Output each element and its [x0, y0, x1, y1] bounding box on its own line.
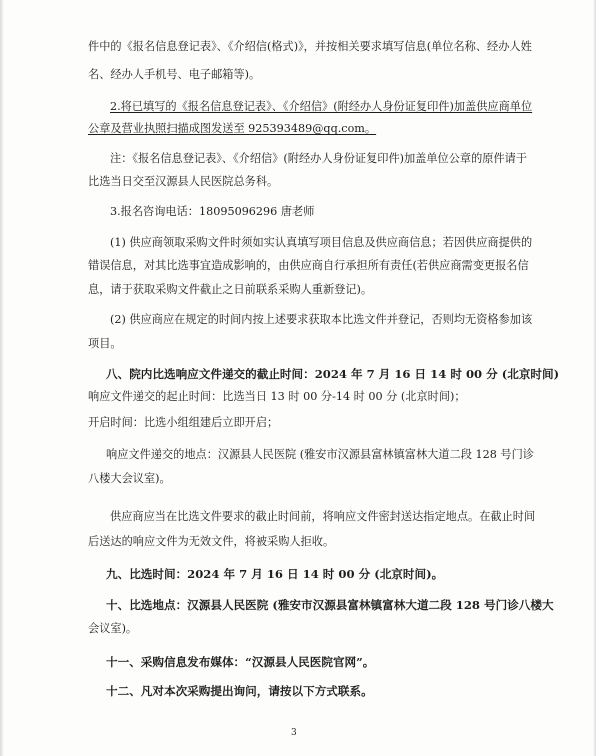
- text-line-17: 八楼大会议室)。: [88, 472, 171, 485]
- text-line-2: 名、经办人手机号、电子邮箱等)。: [88, 68, 261, 81]
- text-line-12: 项目。: [88, 337, 122, 350]
- text-line-8: (1) 供应商领取采购文件时须如实认真填写项目信息及供应商信息；若因供应商提供的: [110, 236, 533, 249]
- section-11-heading: 十一、采购信息发布媒体：“汉源县人民医院官网”。: [106, 655, 375, 669]
- scan-edge-left: [0, 0, 4, 756]
- section-10-heading: 十、比选地点：汉源县人民医院 (雅安市汉源县富林镇富林大道二段 128 号门诊八楼大: [106, 598, 554, 612]
- section-8-heading: 八、院内比选响应文件递交的截止时间：2024 年 7 月 16 日 14 时 00 分 (北京时间): [106, 367, 560, 381]
- page-number: 3: [291, 728, 297, 738]
- section-9-heading: 九、比选时间：2024 年 7 月 16 日 14 时 00 分 (北京时间)。: [106, 567, 444, 581]
- text-line-1: 件中的《报名信息登记表》、《介绍信(格式)》，并按相关要求填写信息(单位名称、经办人姓: [88, 40, 532, 53]
- text-line-11: (2) 供应商应在规定的时间内按上述要求获取本比选文件并登记，否则均无资格参加该: [110, 313, 533, 326]
- text-line-3: 2.将已填写的《报名信息登记表》、《介绍信》(附经办人身份证复印件)加盖供应商单位: [110, 100, 533, 113]
- text-line-18: 供应商应当在比选文件要求的截止时间前，将响应文件密封送达指定地点。在截止时间: [110, 510, 536, 523]
- section-12-heading: 十二、凡对本次采购提出询问，请按以下方式联系。: [106, 684, 373, 698]
- text-line-19: 后送达的响应文件为无效文件，将被采购人拒收。: [88, 535, 335, 548]
- text-line-14: 响应文件递交的起止时间：比选当日 13 时 00 分-14 时 00 分 (北京时间)；: [88, 390, 466, 403]
- text-line-10: 息，请于获取采购文件截止之日前联系采购人重新登记)。: [88, 283, 373, 296]
- text-line-16: 响应文件递交的地点：汉源县人民医院 (雅安市汉源县富林镇富林大道二段 128 号门诊: [106, 448, 534, 461]
- text-line-7: 3.报名咨询电话：18095096296 唐老师: [110, 205, 315, 218]
- text-line-9: 错误信息，对其比选事宜造成影响的，由供应商自行承担所有责任(若供应商需变更报名信: [88, 259, 529, 272]
- text-line-15: 开启时间：比选小组组建后立即开启；: [88, 416, 279, 429]
- text-line-22: 会议室)。: [88, 622, 138, 635]
- text-line-6: 比选当日交至汉源县人民医院总务科。: [88, 175, 279, 188]
- text-line-4: 公章及营业执照扫描成图发送至 925393489@qq.com。: [88, 122, 377, 135]
- text-line-5: 注：《报名信息登记表》、《介绍信》(附经办人身份证复印件)加盖单位公章的原件请于: [110, 152, 528, 165]
